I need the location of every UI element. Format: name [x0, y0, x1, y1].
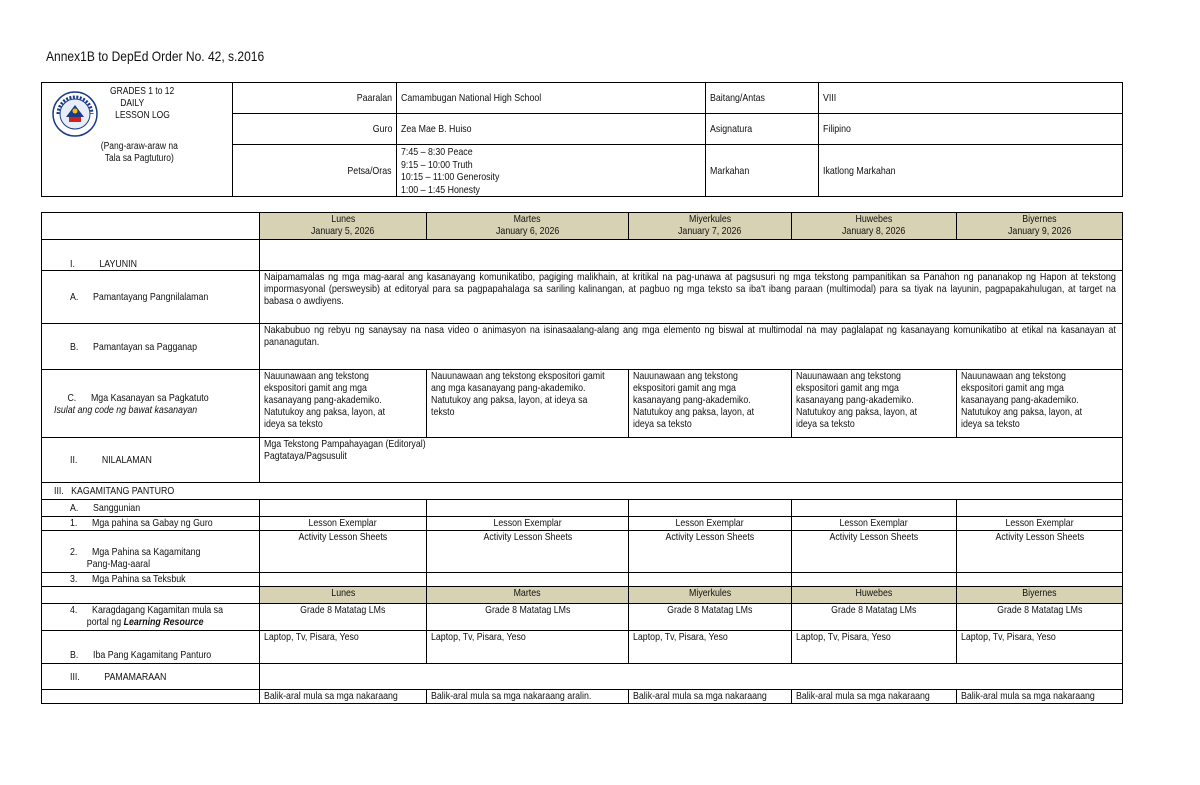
kasanayan-cell-miyerkules: Nauunawaan ang tekstong ekspositori gamit ang mga kasanayang pang-akademiko. Natutukoy ang paksa, layon, at ideya sa teksto: [629, 370, 792, 438]
day-header-huwebes: Huwebes January 8, 2026: [792, 213, 957, 240]
activity-sheets-lunes: Activity Lesson Sheets: [298, 531, 388, 543]
kasanayan-cell-martes: Nauunawaan ang tekstong ekspositori gamit ang mga kasanayang pang-akademiko. Natutukoy ang paksa, layon, at ideya sa teksto: [427, 370, 629, 438]
kagamitang-mag-aaral-label-1: 2. Mga Pahina sa Kagamitang: [70, 546, 201, 558]
day-subheader-martes: Martes: [427, 587, 629, 604]
balik-aral-huwebes: Balik-aral mula sa mga nakaraang: [796, 690, 930, 702]
lesson-log-table: [41, 212, 1123, 704]
daily-label: DAILY: [120, 98, 145, 109]
balik-aral-martes: Balik-aral mula sa mga nakaraang aralin.: [431, 690, 592, 702]
subtitle-line-2: Tala sa Pagtuturo): [104, 153, 174, 164]
paaralan-value: Camambugan National High School: [401, 92, 542, 104]
day-subheader-lunes: Lunes: [260, 587, 427, 604]
oras-1: 7:45 – 8:30 Peace: [401, 146, 473, 158]
pamantayan-sa-pagganap-text: Nakabubuo ng rebyu ng sanaysay na nasa video o animasyon na isinasaalang-alang ang mga elemento ng biswal at multimodal na may paglalapat ng kasanayang komunikatibo at etikal na kasanayan at pananagutan.: [264, 324, 1116, 348]
oras-4: 1:00 – 1:45 Honesty: [401, 183, 480, 196]
oras-3: 10:15 – 11:00 Generosity: [401, 171, 500, 183]
pamantayang-pangnilalaman-label: A. Pamantayang Pangnilalaman: [70, 291, 209, 303]
karagdagang-kagamitan-label-1: 4. Karagdagang Kagamitan mula sa: [70, 604, 223, 616]
petsa-label: Petsa/Oras: [347, 164, 392, 177]
lesson-exemplar-biyernes: Lesson Exemplar: [1005, 517, 1074, 529]
asignatura-value: Filipino: [823, 123, 851, 135]
asignatura-label: Asignatura: [710, 123, 753, 135]
day-header-biyernes: Biyernes January 9, 2026: [957, 213, 1123, 240]
deped-seal-icon: [52, 91, 98, 137]
balik-aral-lunes: Balik-aral mula sa mga nakaraang: [264, 690, 398, 702]
subtitle-line-1: (Pang-araw-araw na: [100, 141, 178, 152]
day-subheader-miyerkules: Miyerkules: [629, 587, 792, 604]
balik-aral-biyernes: Balik-aral mula sa mga nakaraang: [961, 690, 1095, 702]
pamamaraan-heading: III. PAMAMARAAN: [70, 670, 167, 683]
lesson-exemplar-huwebes: Lesson Exemplar: [839, 517, 909, 529]
learning-resource-label: Learning Resource: [123, 616, 204, 628]
oras-2: 9:15 – 10:00 Truth: [401, 158, 473, 171]
day-header-lunes: Lunes January 5, 2026: [260, 213, 427, 240]
kasanayan-cell-biyernes: Nauunawaan ang tekstong ekspositori gamit ang mga kasanayang pang-akademiko. Natutukoy ang paksa, layon, at ideya sa teksto: [957, 370, 1123, 438]
paaralan-label: Paaralan: [356, 92, 392, 104]
day-header-miyerkules: Miyerkules January 7, 2026: [629, 213, 792, 240]
layunin-heading: I. LAYUNIN: [70, 258, 137, 270]
matatag-lms-huwebes: Grade 8 Matatag LMs: [831, 604, 917, 616]
activity-sheets-biyernes: Activity Lesson Sheets: [995, 531, 1084, 543]
matatag-lms-biyernes: Grade 8 Matatag LMs: [996, 604, 1083, 616]
kagamitan-heading: III. KAGAMITANG PANTURO: [54, 485, 175, 497]
kagamitang-mag-aaral-label-2: Pang-Mag-aaral: [86, 558, 151, 570]
kasanayan-sublabel: Isulat ang code ng bawat kasanayan: [54, 403, 198, 416]
iba-kagamitan-martes: Laptop, Tv, Pisara, Yeso: [431, 631, 526, 643]
guro-value: Zea Mae B. Huiso: [401, 123, 472, 135]
gabay-guro-label: 1. Mga pahina sa Gabay ng Guro: [70, 517, 213, 529]
markahan-label: Markahan: [710, 164, 750, 177]
day-subheader-huwebes: Huwebes: [792, 587, 957, 604]
matatag-lms-lunes: Grade 8 Matatag LMs: [300, 604, 386, 616]
baitang-value: VIII: [823, 92, 837, 104]
activity-sheets-martes: Activity Lesson Sheets: [483, 531, 572, 543]
header-table: [41, 82, 1123, 197]
guro-label: Guro: [372, 123, 392, 135]
activity-sheets-miyerkules: Activity Lesson Sheets: [665, 531, 755, 543]
day-subheader-biyernes: Biyernes: [957, 587, 1123, 604]
baitang-label: Baitang/Antas: [710, 92, 765, 104]
kasanayan-label: C. Mga Kasanayan sa Pagkatuto: [67, 391, 209, 404]
pamantayan-sa-pagganap-label: B. Pamantayan sa Pagganap: [70, 340, 197, 353]
kasanayan-cell-huwebes: Nauunawaan ang tekstong ekspositori gamit ang mga kasanayang pang-akademiko. Natutukoy ang paksa, layon, at ideya sa teksto: [792, 370, 957, 438]
nilalaman-heading: II. NILALAMAN: [70, 454, 152, 466]
activity-sheets-huwebes: Activity Lesson Sheets: [829, 531, 919, 543]
iba-kagamitan-biyernes: Laptop, Tv, Pisara, Yeso: [961, 631, 1056, 643]
balik-aral-miyerkules: Balik-aral mula sa mga nakaraang: [633, 690, 767, 702]
lesson-exemplar-miyerkules: Lesson Exemplar: [675, 517, 745, 529]
iba-kagamitan-huwebes: Laptop, Tv, Pisara, Yeso: [796, 631, 891, 643]
matatag-lms-miyerkules: Grade 8 Matatag LMs: [667, 604, 753, 616]
iba-pang-kagamitan-label: B. Iba Pang Kagamitang Panturo: [70, 649, 212, 661]
grades-label: GRADES 1 to 12: [110, 86, 175, 97]
markahan-value: Ikatlong Markahan: [823, 164, 896, 177]
logo-cell: [42, 83, 233, 197]
nilalaman-line-2: Pagtataya/Pagsusulit: [264, 450, 347, 462]
day-header-martes: Martes January 6, 2026: [427, 213, 629, 240]
karagdagang-kagamitan-label-2: portal ng: [86, 616, 124, 628]
lesson-exemplar-lunes: Lesson Exemplar: [308, 517, 378, 529]
matatag-lms-martes: Grade 8 Matatag LMs: [484, 604, 571, 616]
lesson-exemplar-martes: Lesson Exemplar: [493, 517, 562, 529]
annex-title: Annex1B to DepEd Order No. 42, s.2016: [46, 48, 265, 64]
sanggunian-heading: A. Sanggunian: [70, 502, 141, 514]
lesson-log-label: LESSON LOG: [115, 110, 170, 121]
nilalaman-line-1: Mga Tekstong Pampahayagan (Editoryal): [264, 438, 426, 450]
kasanayan-cell-lunes: Nauunawaan ang tekstong ekspositori gamit ang mga kasanayang pang-akademiko. Natutukoy ang paksa, layon, at ideya sa teksto: [260, 370, 427, 438]
teksbuk-label: 3. Mga Pahina sa Teksbuk: [70, 573, 186, 585]
iba-kagamitan-miyerkules: Laptop, Tv, Pisara, Yeso: [633, 631, 728, 643]
pamantayang-pangnilalaman-text: Naipamamalas ng mga mag-aaral ang kasanayang komunikatibo, pagiging malikhain, at kritikal na pag-unawa at pagsusuri ng mga tekstong pampanitikan sa Panahon ng pananakop ng Hapon at tekstong impormasyonal (persweysib) at editoryal para sa pagpapahalaga sa sariling kalinangan, at pagbuo ng mga teksto sa iba't ibang paraan (multimodal) para sa tiyak na layunin, pagpapakahulugan, at target na babasa o awdiyens.: [264, 271, 1116, 307]
iba-kagamitan-lunes: Laptop, Tv, Pisara, Yeso: [264, 631, 359, 643]
